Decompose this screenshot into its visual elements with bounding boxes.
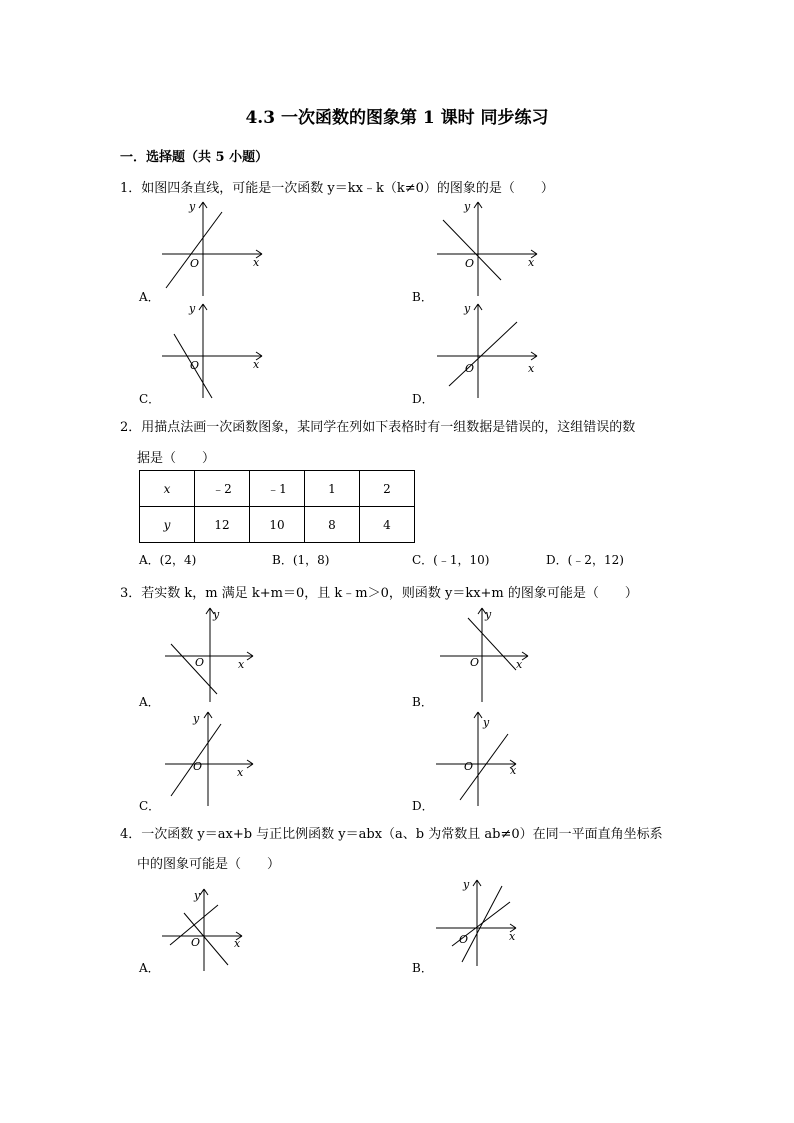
svg-text:x: x <box>238 658 245 671</box>
svg-text:y: y <box>194 889 201 902</box>
svg-text:O: O <box>190 359 200 372</box>
table-cell: 1 <box>305 471 360 507</box>
table-cell: 12 <box>195 507 250 543</box>
table-cell: ﹣2 <box>195 471 250 507</box>
q4-option-a: A． <box>139 961 160 975</box>
section-heading: 一．选择题（共 5 小题） <box>120 150 269 165</box>
question-1-text: 1．如图四条直线，可能是一次函数 y＝kx﹣k（k≠0）的图象的是（ ） <box>120 181 554 196</box>
table-cell: ﹣1 <box>250 471 305 507</box>
svg-text:y: y <box>189 200 196 213</box>
svg-text:x: x <box>237 766 244 779</box>
q2-option-b: B．(1，8) <box>272 553 330 567</box>
svg-text:x: x <box>509 930 516 943</box>
svg-text:y: y <box>483 716 490 729</box>
q1-option-c: C． <box>139 392 161 406</box>
q1-option-a: A． <box>139 290 160 304</box>
svg-text:O: O <box>465 257 475 270</box>
svg-text:x: x <box>528 362 535 375</box>
question-2-text-line1: 2．用描点法画一次函数图象，某同学在列如下表格时有一组数据是错误的，这组错误的数 <box>120 420 636 435</box>
svg-text:x: x <box>234 937 241 950</box>
q3-graph-a <box>165 604 275 704</box>
svg-text:y: y <box>193 712 200 725</box>
svg-text:O: O <box>464 760 474 773</box>
q2-option-d: D．(﹣2，12) <box>546 553 624 567</box>
table-row <box>140 507 415 543</box>
q1-option-d: D． <box>412 392 434 406</box>
q1-option-b: B． <box>412 290 433 304</box>
table-cell: 2 <box>360 471 415 507</box>
data-table <box>139 470 415 543</box>
svg-text:y: y <box>189 302 196 315</box>
q3-option-b: B． <box>412 695 433 709</box>
svg-text:y: y <box>213 608 220 621</box>
table-cell: 8 <box>305 507 360 543</box>
table-cell: 10 <box>250 507 305 543</box>
svg-text:O: O <box>465 362 475 375</box>
q1-graph-c <box>160 300 270 400</box>
svg-text:O: O <box>193 760 203 773</box>
table-row <box>140 471 415 507</box>
svg-text:O: O <box>470 656 480 669</box>
question-4-text-line2: 中的图象可能是（ ） <box>137 857 281 872</box>
q1-graph-b <box>435 198 545 298</box>
svg-text:x: x <box>528 256 535 269</box>
q2-option-c: C．(﹣1，10) <box>412 553 490 567</box>
page-title: 4.3 一次函数的图象第 1 课时 同步练习 <box>245 108 549 128</box>
q4-option-b: B． <box>412 961 433 975</box>
svg-text:x: x <box>510 764 517 777</box>
q2-option-a: A．(2，4) <box>139 553 197 567</box>
table-cell: 4 <box>360 507 415 543</box>
q1-graph-d <box>435 300 545 400</box>
table-cell: x <box>140 471 195 507</box>
svg-text:y: y <box>463 878 470 891</box>
question-3-text: 3．若实数 k，m 满足 k+m＝0，且 k﹣m＞0，则函数 y＝kx+m 的图象可能是（ ） <box>120 586 638 601</box>
svg-text:x: x <box>516 658 523 671</box>
svg-text:x: x <box>253 256 260 269</box>
q1-graph-a <box>160 198 270 298</box>
q3-graph-c <box>165 708 275 808</box>
q3-option-c: C． <box>139 799 161 813</box>
q4-graph-a <box>162 885 262 975</box>
table-cell: y <box>140 507 195 543</box>
q3-option-d: D． <box>412 799 434 813</box>
svg-text:y: y <box>485 608 492 621</box>
svg-text:O: O <box>191 936 201 949</box>
svg-text:O: O <box>190 257 200 270</box>
q3-option-a: A． <box>139 695 160 709</box>
q3-graph-b <box>440 604 550 704</box>
svg-text:y: y <box>464 200 471 213</box>
svg-text:y: y <box>464 302 471 315</box>
svg-text:x: x <box>253 358 260 371</box>
svg-text:O: O <box>459 933 469 946</box>
question-4-text-line1: 4．一次函数 y＝ax+b 与正比例函数 y＝abx（a、b 为常数且 ab≠0）在同一平面直角坐标系 <box>120 827 663 842</box>
question-2-text-line2: 据是（ ） <box>137 451 216 466</box>
q4-graph-b <box>436 876 536 976</box>
q3-graph-d <box>436 708 546 808</box>
svg-text:O: O <box>195 656 205 669</box>
